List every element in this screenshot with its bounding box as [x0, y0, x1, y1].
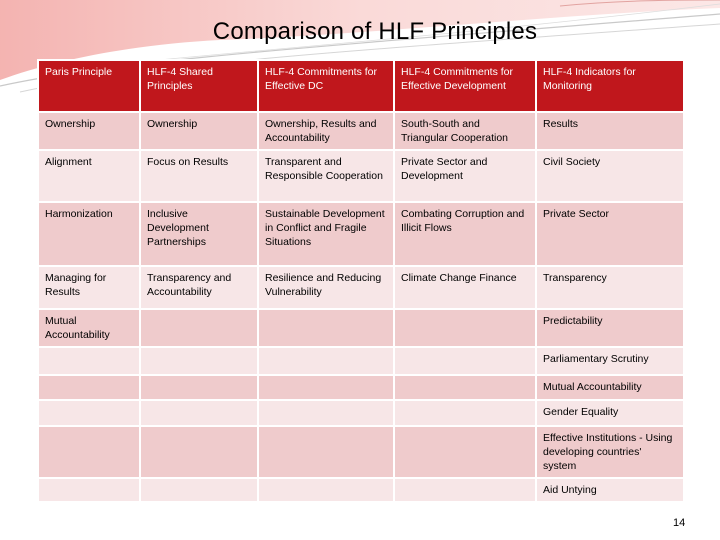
- table-cell: [38, 400, 140, 426]
- table-cell: Effective Institutions - Using developing countries' system: [536, 426, 684, 478]
- table-cell: [258, 309, 394, 347]
- table-cell: Ownership: [38, 112, 140, 150]
- table-cell: [38, 375, 140, 400]
- table-row: [38, 375, 684, 400]
- table-cell: Transparency and Accountability: [140, 266, 258, 309]
- table-cell: Harmonization: [38, 202, 140, 266]
- table-cell: [38, 426, 140, 478]
- table-cell: Results: [536, 112, 684, 150]
- table-cell: [394, 426, 536, 478]
- table-row: [38, 112, 684, 150]
- table-cell: Ownership: [140, 112, 258, 150]
- table-cell: [258, 375, 394, 400]
- header-hlf4-commitments-dc: HLF-4 Commitments for Effective DC: [258, 60, 394, 112]
- header-paris-principle: Paris Principle: [38, 60, 140, 112]
- table-cell: Mutual Accountability: [38, 309, 140, 347]
- table-row: [38, 478, 684, 502]
- header-hlf4-indicators: HLF-4 Indicators for Monitoring: [536, 60, 684, 112]
- table-cell: [140, 400, 258, 426]
- table-cell: Private Sector: [536, 202, 684, 266]
- slide-title: Comparison of HLF Principles: [212, 18, 538, 45]
- table-cell: [38, 347, 140, 375]
- table-cell: [140, 478, 258, 502]
- table-row: [38, 266, 684, 309]
- table-cell: [394, 478, 536, 502]
- table-cell: Private Sector and Development: [394, 150, 536, 202]
- table-cell: Transparency: [536, 266, 684, 309]
- table-row: [38, 347, 684, 375]
- hlf-principles-table: [37, 59, 685, 503]
- table-cell: Alignment: [38, 150, 140, 202]
- table-cell: Inclusive Development Partnerships: [140, 202, 258, 266]
- table-row: [38, 400, 684, 426]
- table-cell: Mutual Accountability: [536, 375, 684, 400]
- table-cell: [140, 426, 258, 478]
- table-cell: [140, 347, 258, 375]
- table-cell: Combating Corruption and Illicit Flows: [394, 202, 536, 266]
- header-hlf4-commitments-development: HLF-4 Commitments for Effective Development: [394, 60, 536, 112]
- table-row: [38, 426, 684, 478]
- table-cell: [258, 400, 394, 426]
- table-header-row: [38, 60, 684, 112]
- header-hlf4-shared-principles: HLF-4 Shared Principles: [140, 60, 258, 112]
- table-row: [38, 309, 684, 347]
- table-cell: Focus on Results: [140, 150, 258, 202]
- table-row: [38, 202, 684, 266]
- table-cell: Parliamentary Scrutiny: [536, 347, 684, 375]
- table-cell: Transparent and Responsible Cooperation: [258, 150, 394, 202]
- table-cell: [140, 309, 258, 347]
- table-cell: [394, 347, 536, 375]
- table-cell: Predictability: [536, 309, 684, 347]
- table-cell: [258, 478, 394, 502]
- table-cell: Sustainable Development in Conflict and Fragile Situations: [258, 202, 394, 266]
- table-cell: South-South and Triangular Cooperation: [394, 112, 536, 150]
- table-cell: [394, 309, 536, 347]
- table-cell: Civil Society: [536, 150, 684, 202]
- table-cell: [38, 478, 140, 502]
- table-cell: [140, 375, 258, 400]
- table-row: [38, 150, 684, 202]
- table-cell: [258, 347, 394, 375]
- table-cell: Ownership, Results and Accountability: [258, 112, 394, 150]
- table-cell: Aid Untying: [536, 478, 684, 502]
- table-cell: Gender Equality: [536, 400, 684, 426]
- table-cell: [394, 400, 536, 426]
- table-cell: Climate Change Finance: [394, 266, 536, 309]
- table-cell: Resilience and Reducing Vulnerability: [258, 266, 394, 309]
- table-cell: [394, 375, 536, 400]
- page-number: 14: [673, 517, 686, 529]
- table-cell: [258, 426, 394, 478]
- table-cell: Managing for Results: [38, 266, 140, 309]
